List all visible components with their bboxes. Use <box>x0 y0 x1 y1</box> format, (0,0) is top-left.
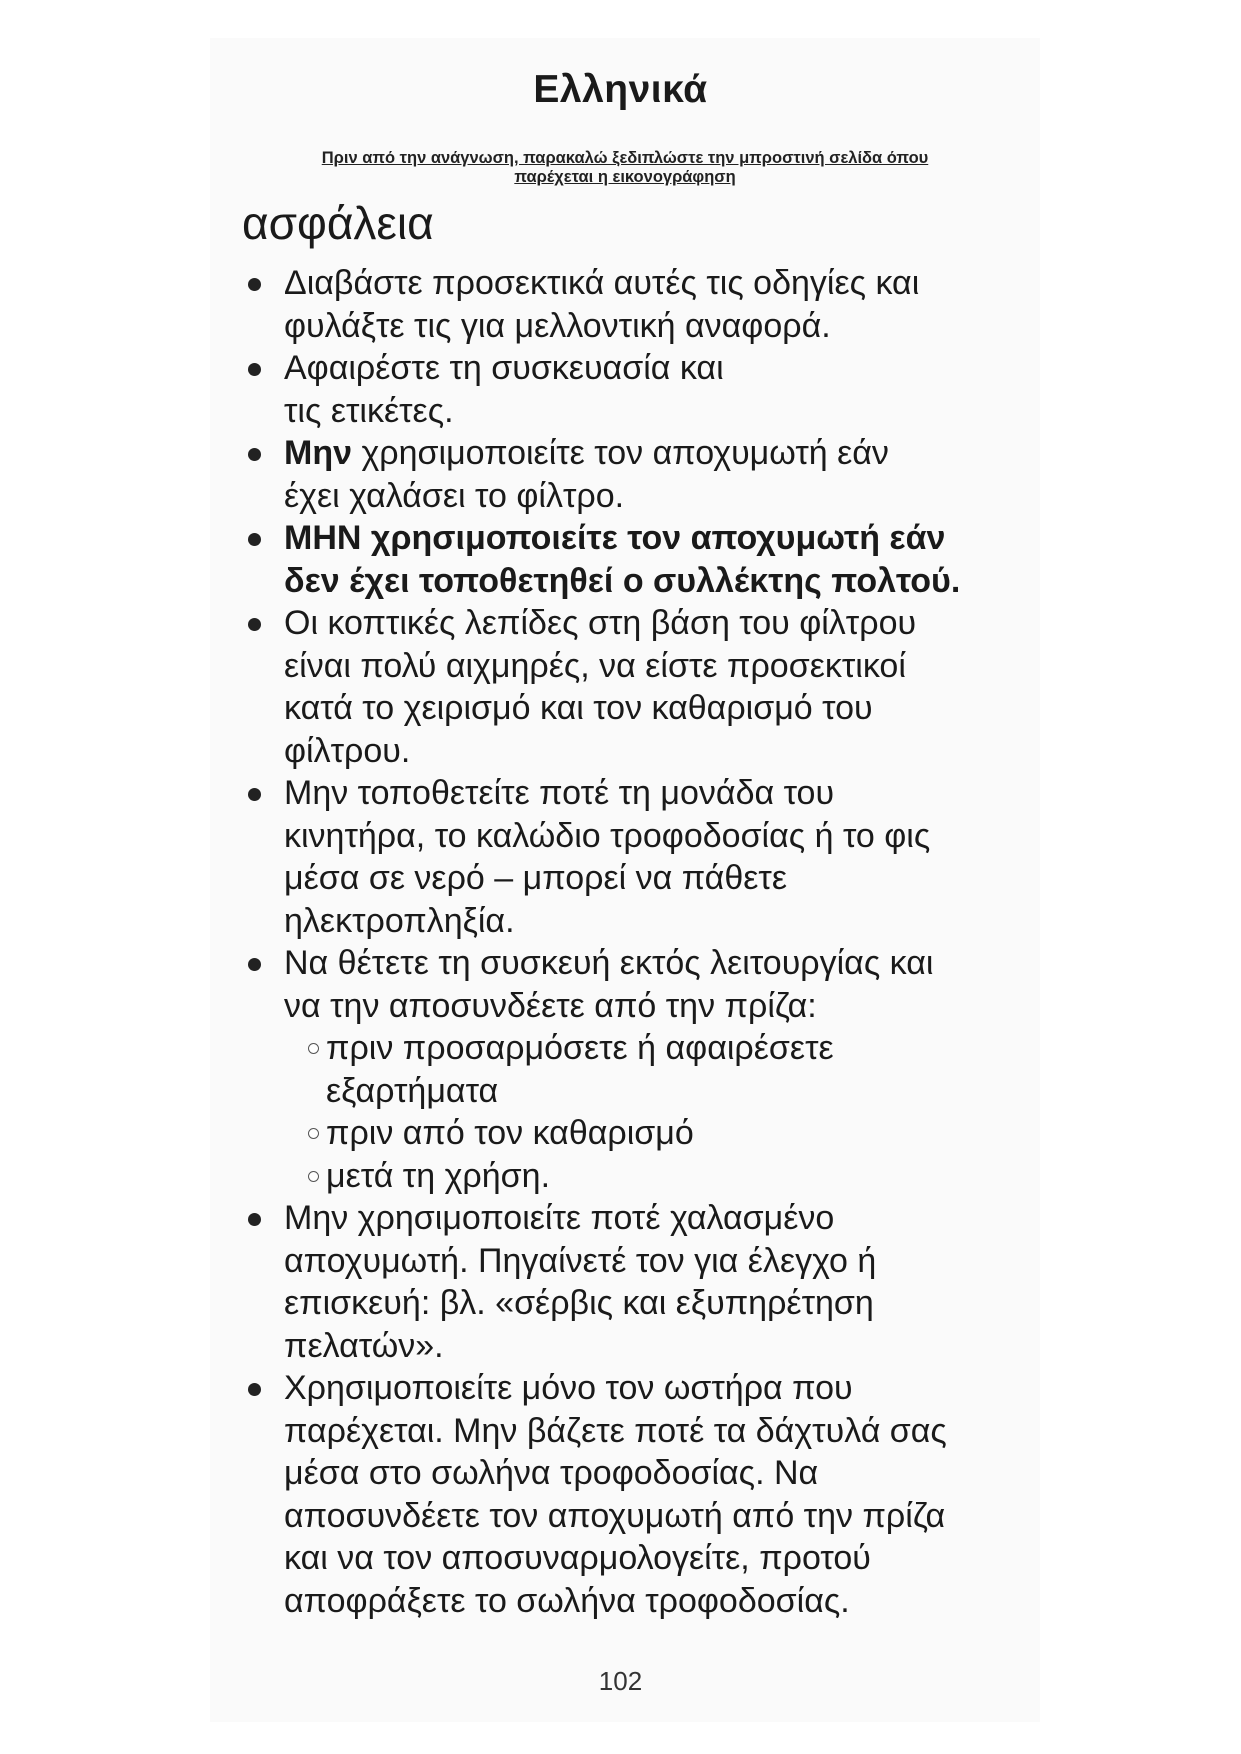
safety-item <box>244 262 1044 347</box>
bullet-icon <box>248 448 261 461</box>
item-line: ΜΗΝ χρησιμοποιείτε τον αποχυμωτή εάν <box>284 519 946 557</box>
sub-item-line: πριν από τον καθαρισμό <box>326 1114 694 1152</box>
item-line: παρέχεται. Μην βάζετε ποτέ τα δάχτυλά σας <box>284 1411 947 1450</box>
item-line: Χρησιμοποιείτε μόνο τον ωστήρα που <box>284 1369 853 1407</box>
sub-list <box>284 1027 1044 1197</box>
bullet-icon <box>248 278 261 291</box>
item-line: αποφράξετε το σωλήνα τροφοδοσίας. <box>284 1581 850 1620</box>
safety-item <box>244 602 1044 772</box>
ring-bullet-icon <box>308 1128 319 1139</box>
item-line-rest: χρησιμοποιείτε τον αποχυμωτή εάν <box>361 434 889 472</box>
item-line: αποχυμωτή. Πηγαίνετέ τον για έλεγχο ή <box>284 1241 877 1280</box>
bullet-icon <box>248 1213 261 1226</box>
item-line: Να θέτετε τη συσκευή εκτός λειτουργίας και <box>284 944 934 982</box>
unfold-notice <box>245 149 1005 187</box>
item-line <box>284 432 1044 475</box>
bullet-icon <box>248 533 261 546</box>
item-line: κατά το χειρισμό και τον καθαρισμό του <box>284 689 873 727</box>
emphasis-word: Μην <box>284 434 352 472</box>
safety-list <box>244 262 1044 1622</box>
item-line: και να τον αποσυναρμολογείτε, προτού <box>284 1539 871 1577</box>
item-line: Διαβάστε προσεκτικά αυτές τις οδηγίες και <box>284 264 920 302</box>
section-title: ασφάλεια <box>242 197 434 249</box>
item-line: να την αποσυνδέετε από την πρίζα: <box>284 986 817 1025</box>
item-line: κινητήρα, το καλώδιο τροφοδοσίας ή το φις <box>284 816 931 855</box>
item-line: δεν έχει τοποθετηθεί ο συλλέκτης πολτού. <box>284 561 961 600</box>
item-line: φυλάξτε τις για μελλοντική αναφορά. <box>284 306 831 345</box>
item-line: μέσα στο σωλήνα τροφοδοσίας. Να <box>284 1454 819 1492</box>
bullet-icon <box>248 1383 261 1396</box>
safety-item <box>244 772 1044 942</box>
language-heading: Ελληνικά <box>533 68 708 111</box>
sub-item-line: μετά τη χρήση. <box>326 1156 551 1195</box>
safety-item <box>244 1367 1044 1622</box>
bullet-icon <box>248 618 261 631</box>
item-line: πελατών». <box>284 1326 444 1365</box>
sub-item-line: εξαρτήματα <box>326 1071 499 1110</box>
item-line: επισκευή: βλ. «σέρβις και εξυπηρέτηση <box>284 1284 874 1322</box>
page-number: 102 <box>598 1666 643 1696</box>
item-line: φίλτρου. <box>284 731 411 770</box>
safety-item <box>244 347 1044 432</box>
unfold-notice-line-1: Πριν από την ανάγνωση, παρακαλώ ξεδιπλώστε την μπροστινή σελίδα όπου <box>321 149 929 167</box>
sub-item <box>284 1112 1044 1155</box>
item-line: Μην τοποθετείτε ποτέ τη μονάδα του <box>284 774 835 812</box>
item-line: Οι κοπτικές λεπίδες στη βάση του φίλτρου <box>284 604 917 642</box>
item-line: Αφαιρέστε τη συσκευασία και <box>284 349 724 387</box>
safety-item <box>244 1197 1044 1367</box>
bullet-icon <box>248 788 261 801</box>
bullet-icon <box>248 363 261 376</box>
sub-item <box>284 1155 1044 1198</box>
ring-bullet-icon <box>308 1171 319 1182</box>
sub-item-line: πριν προσαρμόσετε ή αφαιρέσετε <box>326 1029 834 1067</box>
item-line: είναι πολύ αιχμηρές, να είστε προσεκτικοί <box>284 646 906 685</box>
item-line: τις ετικέτες. <box>284 391 454 430</box>
item-line: έχει χαλάσει το φίλτρο. <box>284 476 625 515</box>
sub-item <box>284 1027 1044 1112</box>
item-line: Μην χρησιμοποιείτε ποτέ χαλασμένο <box>284 1199 835 1237</box>
unfold-notice-line-2: παρέχεται η εικονογράφηση <box>514 168 736 186</box>
item-line: αποσυνδέετε τον αποχυμωτή από την πρίζα <box>284 1496 946 1535</box>
safety-item <box>244 432 1044 517</box>
bullet-icon <box>248 958 261 971</box>
safety-item-warning <box>244 517 1044 602</box>
item-line: ηλεκτροπληξία. <box>284 901 515 940</box>
ring-bullet-icon <box>308 1043 319 1054</box>
item-line: μέσα σε νερό – μπορεί να πάθετε <box>284 859 787 897</box>
safety-item <box>244 942 1044 1197</box>
